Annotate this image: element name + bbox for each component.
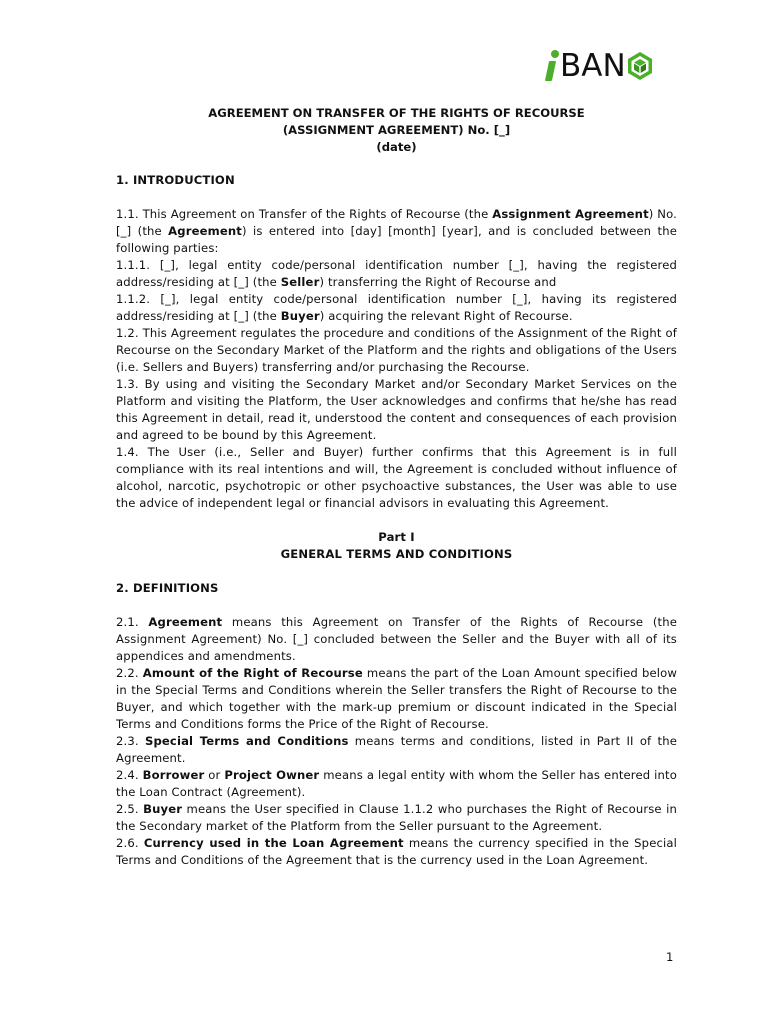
document-body [116,172,677,869]
clause-1-1-1: 1.1.1. [_], legal entity code/personal identification number [_], having the registered address/residing at [_] (the Seller) transferring the Right of Recourse and [116,258,677,289]
section-heading-introduction: 1. INTRODUCTION [116,173,235,187]
title-line-2: (ASSIGNMENT AGREEMENT) No. [_] [282,123,511,137]
clause-1-1: 1.1. This Agreement on Transfer of the Rights of Recourse (the Assignment Agreement) No. [_] (the Agreement) is entered into [day] [month] [year], and is concluded between the following parties: [116,207,677,255]
iban-logo [545,48,673,84]
part-title: GENERAL TERMS AND CONDITIONS [280,547,513,561]
page-number: 1 [666,950,674,964]
clause-1-2: 1.2. This Agreement regulates the procedure and conditions of the Assignment of the Right of Recourse on the Secondary Market of the Platform and the rights and obligations of the Users (i.e. Sellers and Buyers) transferring and/or purchasing the Recourse. [116,326,677,374]
hexagon-cube-logo-icon [627,51,653,81]
definition-2-5: 2.5. Buyer means the User specified in Clause 1.1.2 who purchases the Right of Recourse in the Secondary market of the Platform from the Seller pursuant to the Agreement. [116,802,677,833]
document-title [116,105,677,156]
definition-2-1: 2.1. Agreement means this Agreement on Transfer of the Rights of Recourse (the Assignment Agreement) No. [_] concluded between the Seller and the Buyer with all of its appendices and amendments. [116,615,677,663]
clause-1-4: 1.4. The User (i.e., Seller and Buyer) further confirms that this Agreement is in full compliance with its real intentions and will, the Agreement is concluded without influence of alcohol, narcotic, psychotropic or other psychoactive substances, the User was able to use the advice of independent legal or financial advisors in evaluating this Agreement. [116,445,677,510]
section-heading-definitions: 2. DEFINITIONS [116,581,219,595]
title-line-1: AGREEMENT ON TRANSFER OF THE RIGHTS OF RECOURSE [208,106,585,120]
i-letter-logo-icon [545,50,559,82]
part-label: Part I [378,530,415,544]
definition-2-6: 2.6. Currency used in the Loan Agreement means the currency specified in the Special Terms and Conditions of the Agreement that is the currency used in the Loan Agreement. [116,836,677,867]
clause-1-3: 1.3. By using and visiting the Secondary Market and/or Secondary Market Services on the Platform and visiting the Platform, the User acknowledges and confirms that he/she has read this Agreement in detail, read it, understood the content and consequences of each provision and agreed to be bound by this Agreement. [116,377,677,442]
title-line-3: (date) [376,140,417,154]
definition-2-2: 2.2. Amount of the Right of Recourse means the part of the Loan Amount specified below in the Special Terms and Conditions wherein the Seller transfers the Right of Recourse to the Buyer, and which together with the mark-up premium or discount indicated in the Special Terms and Conditions forms the Price of the Right of Recourse. [116,666,677,731]
definition-2-4: 2.4. Borrower or Project Owner means a legal entity with whom the Seller has entered into the Loan Contract (Agreement). [116,768,677,799]
clause-1-1-2: 1.1.2. [_], legal entity code/personal identification number [_], having its registered address/residing at [_] (the Buyer) acquiring the relevant Right of Recourse. [116,292,677,323]
logo-text: BAN [560,48,626,84]
definition-2-3: 2.3. Special Terms and Conditions means terms and conditions, listed in Part II of the Agreement. [116,734,677,765]
